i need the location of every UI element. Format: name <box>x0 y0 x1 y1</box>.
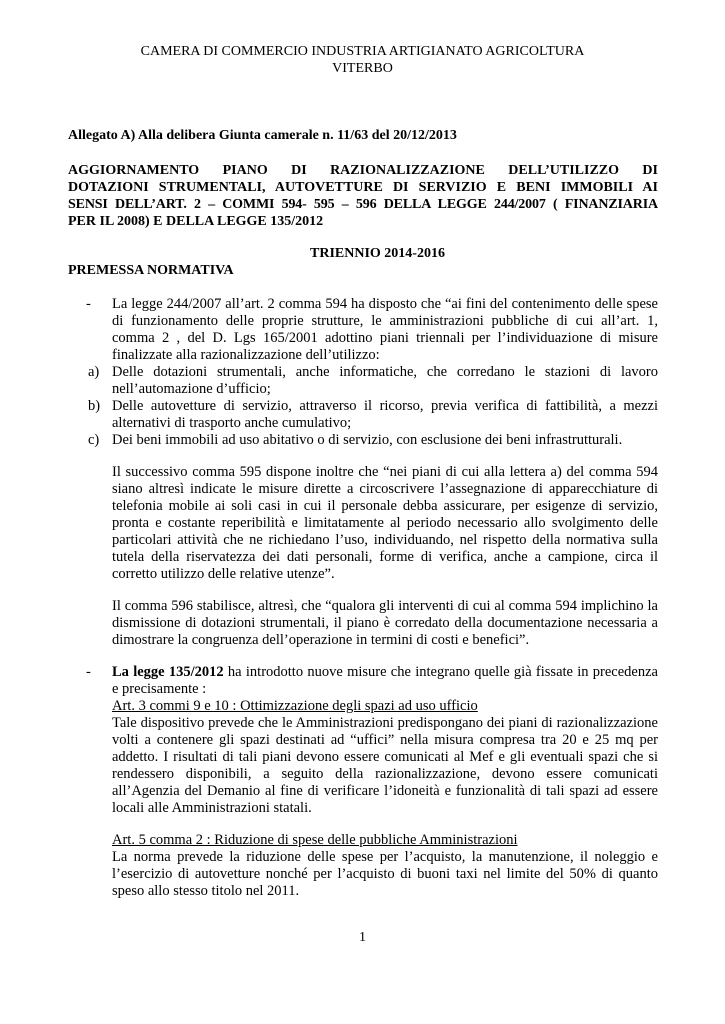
paragraph-comma-596 <box>68 598 658 649</box>
section-legge-244 <box>68 296 658 449</box>
list-marker: b) <box>88 398 101 414</box>
list-item-b <box>68 398 658 432</box>
title-line-2: DOTAZIONI STRUMENTALI, AUTOVETTURE DI SERVIZIO E BENI IMMOBILI AI <box>68 180 658 195</box>
art5-heading: Art. 5 comma 2 : Riduzione di spese delle pubbliche Amministrazioni <box>112 832 518 848</box>
document-header <box>0 43 725 77</box>
triennio-heading <box>0 246 725 262</box>
section-legge-135 <box>68 664 658 817</box>
bullet-text: La legge 244/2007 all’art. 2 comma 594 ha disposto che “ai fini del contenimento delle spese di funzionamento delle proprie strutture, le amministrazioni pubbliche di cui all’art. 1, comma 2 , del D. Lgs 165/2001 adottino piani triennali per l’individuazione di misure finalizzate alla razionalizzazione dell’utilizzo: <box>112 296 658 363</box>
premessa-heading: PREMESSA NORMATIVA <box>68 263 234 278</box>
bullet-marker: - <box>86 296 91 312</box>
header-line-1: CAMERA DI COMMERCIO INDUSTRIA ARTIGIANATO AGRICOLTURA <box>140 44 585 59</box>
title-line-1: AGGIORNAMENTO PIANO DI RAZIONALIZZAZIONE DELL’UTILIZZO DI <box>68 163 658 178</box>
list-item-a <box>68 364 658 398</box>
bullet-legge-244 <box>68 296 658 364</box>
bullet-rest-text: ha introdotto nuove misure che integrano quelle già fissate in precedenza e precisamente : <box>112 664 658 697</box>
bullet-bold-text: La legge 135/2012 <box>112 664 224 680</box>
document-title <box>68 162 658 230</box>
title-line-4: PER IL 2008) E DELLA LEGGE 135/2012 <box>68 214 324 229</box>
list-item-text: Delle dotazioni strumentali, anche informatiche, che corredano le stazioni di lavoro nell’automazione d’ufficio; <box>112 364 658 397</box>
bullet-marker: - <box>86 664 91 680</box>
art3-text: Tale dispositivo prevede che le Amministrazioni predispongano dei piani di razionalizzazione volti a contenere gli spazi destinati ad “uffici” nella misura compresa tra 20 e 25 mq per addetto. I risultati di tali piani devono essere comunicati al Mef e gli eventuali spazi che si rendessero disponibili, a seguito della razionalizzazione, devono essere comunicati all’Agenzia del Demanio al fine di verificare l’idoneità e funzionalità di tali spazi ad essere locali alle Amministrazioni statali. <box>112 715 658 816</box>
paragraph-comma-595 <box>68 464 658 583</box>
list-marker: c) <box>88 432 100 448</box>
paragraph-text: Il successivo comma 595 dispone inoltre che “nei piani di cui alla lettera a) del comma 594 siano altresì indicate le misure dirette a circoscrivere l’assegnazione di apparecchiature di telefonia mobile ai soli casi in cui il personale debba assicurare, per esigenze di servizio, pronta e costante reperibilità e limitatamente al periodo necessario allo svolgimento delle particolari attività che ne richiedano l’uso, individuando, nel rispetto della normativa sulla tutela della riservatezza dei dati personali, forme di verifica, anche a campione, circa il corretto utilizzo delle relative utenze”. <box>112 464 658 582</box>
header-line-2: VITERBO <box>332 61 393 76</box>
list-marker: a) <box>88 364 100 380</box>
section-art5 <box>68 832 658 900</box>
list-item-c <box>68 432 658 449</box>
list-item-text: Delle autovetture di servizio, attraverso il ricorso, previa verifica di fattibilità, a mezzi alternativi di trasporto anche cumulativo; <box>112 398 658 431</box>
art5-text: La norma prevede la riduzione delle spese per l’acquisto, la manutenzione, il noleggio e l’esercizio di autovetture nonché per l’acquisto di buoni taxi nel limite del 50% di quanto speso allo stesso titolo nel 2011. <box>112 849 658 899</box>
paragraph-text: Il comma 596 stabilisce, altresì, che “qualora gli interventi di cui al comma 594 implichino la dismissione di dotazioni strumentali, il piano è corredato della documentazione necessaria a dimostrare la congruenza dell’operazione in termini di costi e benefici”. <box>112 598 658 648</box>
title-line-3: SENSI DELL’ART. 2 – COMMI 594- 595 – 596 DELLA LEGGE 244/2007 ( FINANZIARIA <box>68 197 658 212</box>
allegato-reference: Allegato A) Alla delibera Giunta camerale n. 11/63 del 20/12/2013 <box>68 128 457 143</box>
bullet-legge-135 <box>68 664 658 698</box>
list-item-text: Dei beni immobili ad uso abitativo o di servizio, con esclusione dei beni infrastrutturali. <box>112 432 623 448</box>
page-number: 1 <box>359 930 366 945</box>
bullet-text <box>112 664 658 698</box>
art3-heading: Art. 3 commi 9 e 10 : Ottimizzazione degli spazi ad uso ufficio <box>112 698 478 714</box>
triennio-text: TRIENNIO 2014-2016 <box>310 246 445 261</box>
